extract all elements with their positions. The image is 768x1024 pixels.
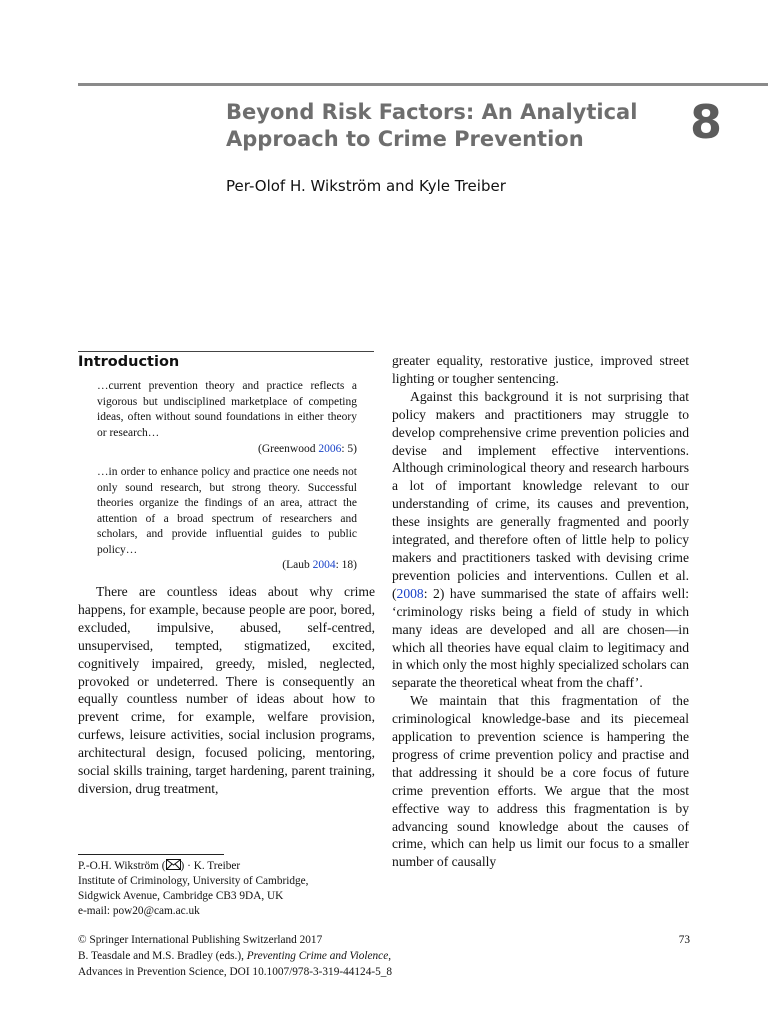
body-paragraph: We maintain that this fragmentation of the criminological knowledge-base and its piecemeal application to prevention science is hampering the progress of crime prevention policy and practise and that addressing it should be a core focus of future crime prevention efforts. We argue that the most effective way to address this fragmentation is by advancing sound knowledge about the causes of crime, which can help us limit our focus to a smaller number of causally <box>392 693 689 870</box>
envelope-icon[interactable] <box>166 859 181 870</box>
chapter-number: 8 <box>690 95 723 149</box>
page-footer <box>78 932 690 980</box>
epigraph-attribution-1 <box>258 443 357 455</box>
citation-link[interactable]: 2008 <box>396 585 424 601</box>
attribution-author: (Greenwood <box>257 443 319 455</box>
body-paragraph: greater equality, restorative justice, improved street lighting or tougher sentencing. <box>392 353 689 386</box>
footnote-author-1: P.-O.H. Wikström ( <box>78 860 166 872</box>
editors-line <box>78 948 690 964</box>
chapter-title-line2: Approach to Crime Prevention <box>226 127 584 151</box>
section-heading: Introduction <box>78 351 374 370</box>
footnote-authors <box>78 859 309 874</box>
copyright-line: © Springer International Publishing Switzerland 2017 <box>78 934 323 946</box>
chapter-title <box>226 99 666 153</box>
series-line: Advances in Prevention Science, DOI 10.1007/978-3-319-44124-5_8 <box>78 966 393 978</box>
paragraph-text: : 2) have summarised the state of affairs well: ‘criminology risks being a field of study in which many ideas are developed and all are chosen—in which all theories have equal claim to legitimacy and in which only the most highly specialized scholars can separate the theoretical wheat from the chaff’. <box>392 585 689 691</box>
chapter-authors: Per-Olof H. Wikström and Kyle Treiber <box>226 177 506 195</box>
body-paragraph-left: There are countless ideas about why crime happens, for example, because people are poor, bored, excluded, impulsive, abused, self-centred, unsupervised, tempted, stigmatized, excited, cognitively impaired, greedy, misled, neglected, provoked or undeterred. There is consequently an equally countless number of ideas about how to prevent crime, for example, welfare provision, curfews, leisure activities, social inclusion programs, architectural design, focused policing, mentoring, social skills training, target hardening, parent training, diversion, drug treatment, <box>78 584 375 796</box>
citation-link[interactable]: 2004 <box>312 559 336 571</box>
body-paragraph <box>392 388 689 692</box>
epigraph-quote-1: …current prevention theory and practice reflects a vigorous but undisciplined marketplace of competing ideas, often without sound foundations in either theory or research… <box>97 380 357 439</box>
chapter-title-line1: Beyond Risk Factors: An Analytical <box>226 100 638 124</box>
author-footnote <box>78 859 309 919</box>
footnote-affiliation: Institute of Criminology, University of Cambridge, <box>78 875 309 887</box>
footnote-address: Sidgwick Avenue, Cambridge CB3 9DA, UK <box>78 890 284 902</box>
right-column <box>392 352 689 871</box>
page-number: 73 <box>678 934 690 946</box>
editors-text: B. Teasdale and M.S. Bradley (eds.), <box>78 950 247 962</box>
epigraph-quote-2: …in order to enhance policy and practice one needs not only sound research, but strong theory. Successful theories organize the findings of an area, attract the attention of a broad spectrum of researchers and scholars, and provide influential guides to public policy… <box>97 466 357 556</box>
footnote-rule <box>78 854 224 855</box>
paragraph-text: Against this background it is not surprising that policy makers and practitioners may struggle to develop comprehensive crime prevention policies and devise and implement effective interventions. Although criminological theory and research harbours a lot of important knowledge relevant to our understanding of crime, its causes and prevention, these insights are generally fragmented and poorly integrated, and therefore often of little help to policy makers and practitioners tasked with devising crime prevention policies and interventions. Cullen et al. ( <box>392 388 689 601</box>
book-title: Preventing Crime and Violence <box>246 950 389 962</box>
epigraph-attribution-2 <box>282 559 357 571</box>
citation-link[interactable]: 2006 <box>318 443 342 455</box>
attribution-suffix: : 18) <box>335 559 357 571</box>
footnote-author-2: ) · K. Treiber <box>180 860 241 872</box>
editors-end: , <box>388 950 392 962</box>
footnote-email[interactable]: e-mail: pow20@cam.ac.uk <box>78 905 200 917</box>
attribution-suffix: : 5) <box>341 443 357 455</box>
attribution-author: (Laub <box>282 559 313 571</box>
header-rule <box>78 83 768 86</box>
